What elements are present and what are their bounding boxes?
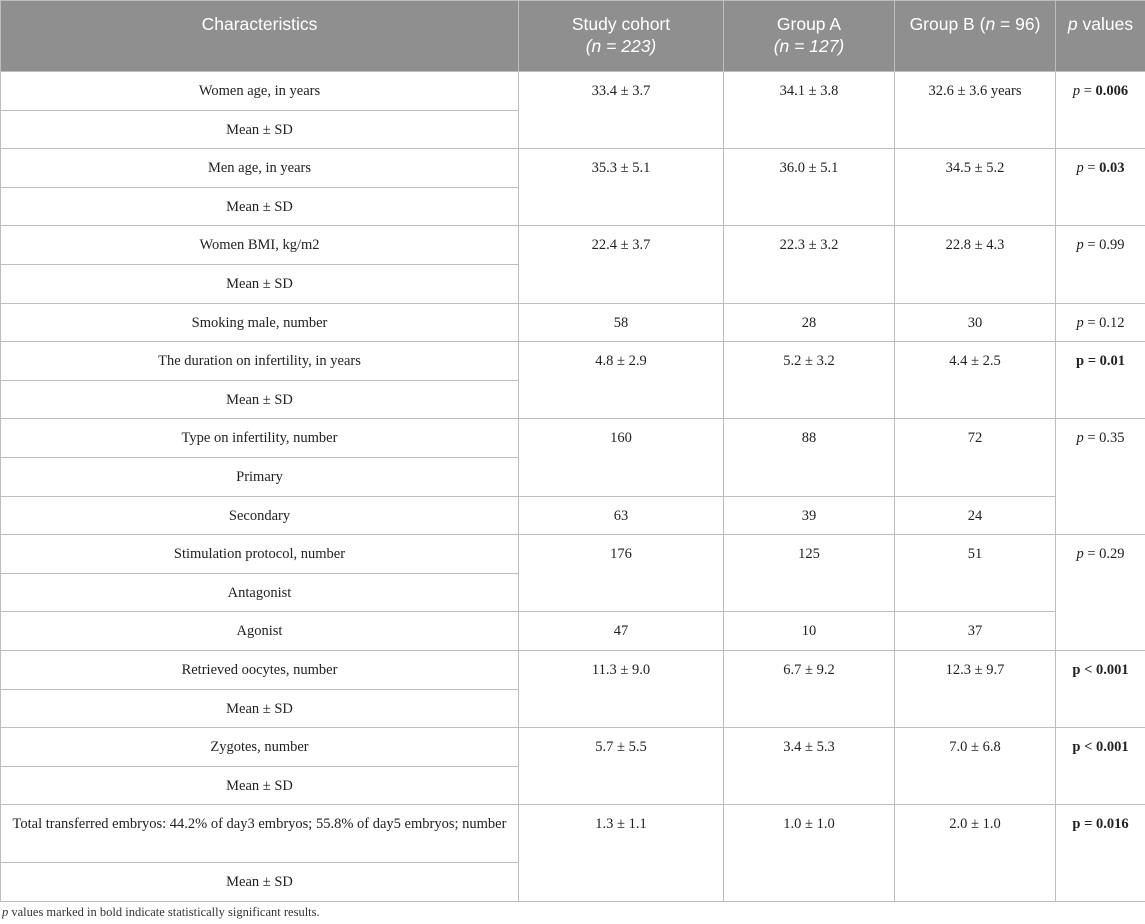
row-sublabel: Mean ± SD	[1, 766, 519, 805]
row-sublabel: Mean ± SD	[1, 689, 519, 728]
table-row	[1, 342, 1145, 381]
group-b-value: 22.8 ± 4.3	[895, 226, 1056, 303]
p-value: p = 0.12	[1056, 303, 1145, 342]
group-a-value: 3.4 ± 5.3	[724, 728, 895, 805]
group-a-value: 10	[724, 612, 895, 651]
group-b-value: 30	[895, 303, 1056, 342]
cohort-value: 4.8 ± 2.9	[519, 342, 724, 419]
table-row	[1, 728, 1145, 767]
row-sublabel: Antagonist	[1, 573, 519, 612]
cohort-value: 35.3 ± 5.1	[519, 149, 724, 226]
group-b-value: 34.5 ± 5.2	[895, 149, 1056, 226]
group-b-value: 12.3 ± 9.7	[895, 650, 1056, 727]
row-label: Men age, in years	[1, 149, 519, 188]
group-b-value: 2.0 ± 1.0	[895, 805, 1056, 902]
header-group-b: Group B (n = 96)	[895, 1, 1056, 72]
p-value: p < 0.001	[1056, 728, 1145, 805]
cohort-value: 5.7 ± 5.5	[519, 728, 724, 805]
cohort-value: 1.3 ± 1.1	[519, 805, 724, 902]
p-value: p = 0.35	[1056, 419, 1145, 535]
group-b-value: 7.0 ± 6.8	[895, 728, 1056, 805]
table-row	[1, 535, 1145, 574]
table-row	[1, 226, 1145, 265]
row-label: Type on infertility, number	[1, 419, 519, 458]
header-p-values: p values	[1056, 1, 1145, 72]
p-value: p = 0.99	[1056, 226, 1145, 303]
group-a-value: 88	[724, 419, 895, 496]
row-sublabel: Mean ± SD	[1, 264, 519, 303]
group-a-value: 5.2 ± 3.2	[724, 342, 895, 419]
table-row	[1, 149, 1145, 188]
table-footnote: p values marked in bold indicate statistically significant results.	[2, 905, 320, 919]
row-label: Women age, in years	[1, 72, 519, 111]
cohort-value: 11.3 ± 9.0	[519, 650, 724, 727]
table-row	[1, 72, 1145, 111]
group-a-value: 6.7 ± 9.2	[724, 650, 895, 727]
p-value: p = 0.03	[1056, 149, 1145, 226]
cohort-value: 176	[519, 535, 724, 612]
cohort-value: 58	[519, 303, 724, 342]
header-characteristics: Characteristics	[1, 1, 519, 72]
row-sublabel: Primary	[1, 457, 519, 496]
row-label: Zygotes, number	[1, 728, 519, 767]
row-sublabel: Mean ± SD	[1, 187, 519, 226]
row-label: Total transferred embryos: 44.2% of day3 embryos; 55.8% of day5 embryos; number	[1, 805, 519, 863]
p-value: p = 0.29	[1056, 535, 1145, 651]
row-label: Retrieved oocytes, number	[1, 650, 519, 689]
cohort-value: 47	[519, 612, 724, 651]
cohort-value: 160	[519, 419, 724, 496]
table-row	[1, 303, 1145, 342]
p-value: p = 0.01	[1056, 342, 1145, 419]
header-row	[1, 1, 1145, 72]
group-b-value: 37	[895, 612, 1056, 651]
header-group-a: Group A (n = 127)	[724, 1, 895, 72]
row-sublabel: Agonist	[1, 612, 519, 651]
group-a-value: 34.1 ± 3.8	[724, 72, 895, 149]
p-value: p = 0.006	[1056, 72, 1145, 149]
cohort-value: 63	[519, 496, 724, 535]
row-sublabel: Secondary	[1, 496, 519, 535]
row-label: The duration on infertility, in years	[1, 342, 519, 381]
group-b-value: 4.4 ± 2.5	[895, 342, 1056, 419]
group-a-value: 125	[724, 535, 895, 612]
cohort-value: 22.4 ± 3.7	[519, 226, 724, 303]
group-b-value: 51	[895, 535, 1056, 612]
row-label: Stimulation protocol, number	[1, 535, 519, 574]
table-row	[1, 805, 1145, 863]
p-value: p = 0.016	[1056, 805, 1145, 902]
row-label: Women BMI, kg/m2	[1, 226, 519, 265]
group-a-value: 39	[724, 496, 895, 535]
table-row	[1, 612, 1145, 651]
row-sublabel: Mean ± SD	[1, 380, 519, 419]
group-a-value: 22.3 ± 3.2	[724, 226, 895, 303]
group-b-value: 24	[895, 496, 1056, 535]
group-a-value: 1.0 ± 1.0	[724, 805, 895, 902]
table-row	[1, 496, 1145, 535]
table-row	[1, 419, 1145, 458]
row-sublabel: Mean ± SD	[1, 110, 519, 149]
group-b-value: 72	[895, 419, 1056, 496]
table-row	[1, 650, 1145, 689]
p-value: p < 0.001	[1056, 650, 1145, 727]
row-sublabel: Mean ± SD	[1, 863, 519, 902]
group-a-value: 28	[724, 303, 895, 342]
group-b-value: 32.6 ± 3.6 years	[895, 72, 1056, 149]
cohort-value: 33.4 ± 3.7	[519, 72, 724, 149]
header-study-cohort: Study cohort (n = 223)	[519, 1, 724, 72]
row-label: Smoking male, number	[1, 303, 519, 342]
group-a-value: 36.0 ± 5.1	[724, 149, 895, 226]
